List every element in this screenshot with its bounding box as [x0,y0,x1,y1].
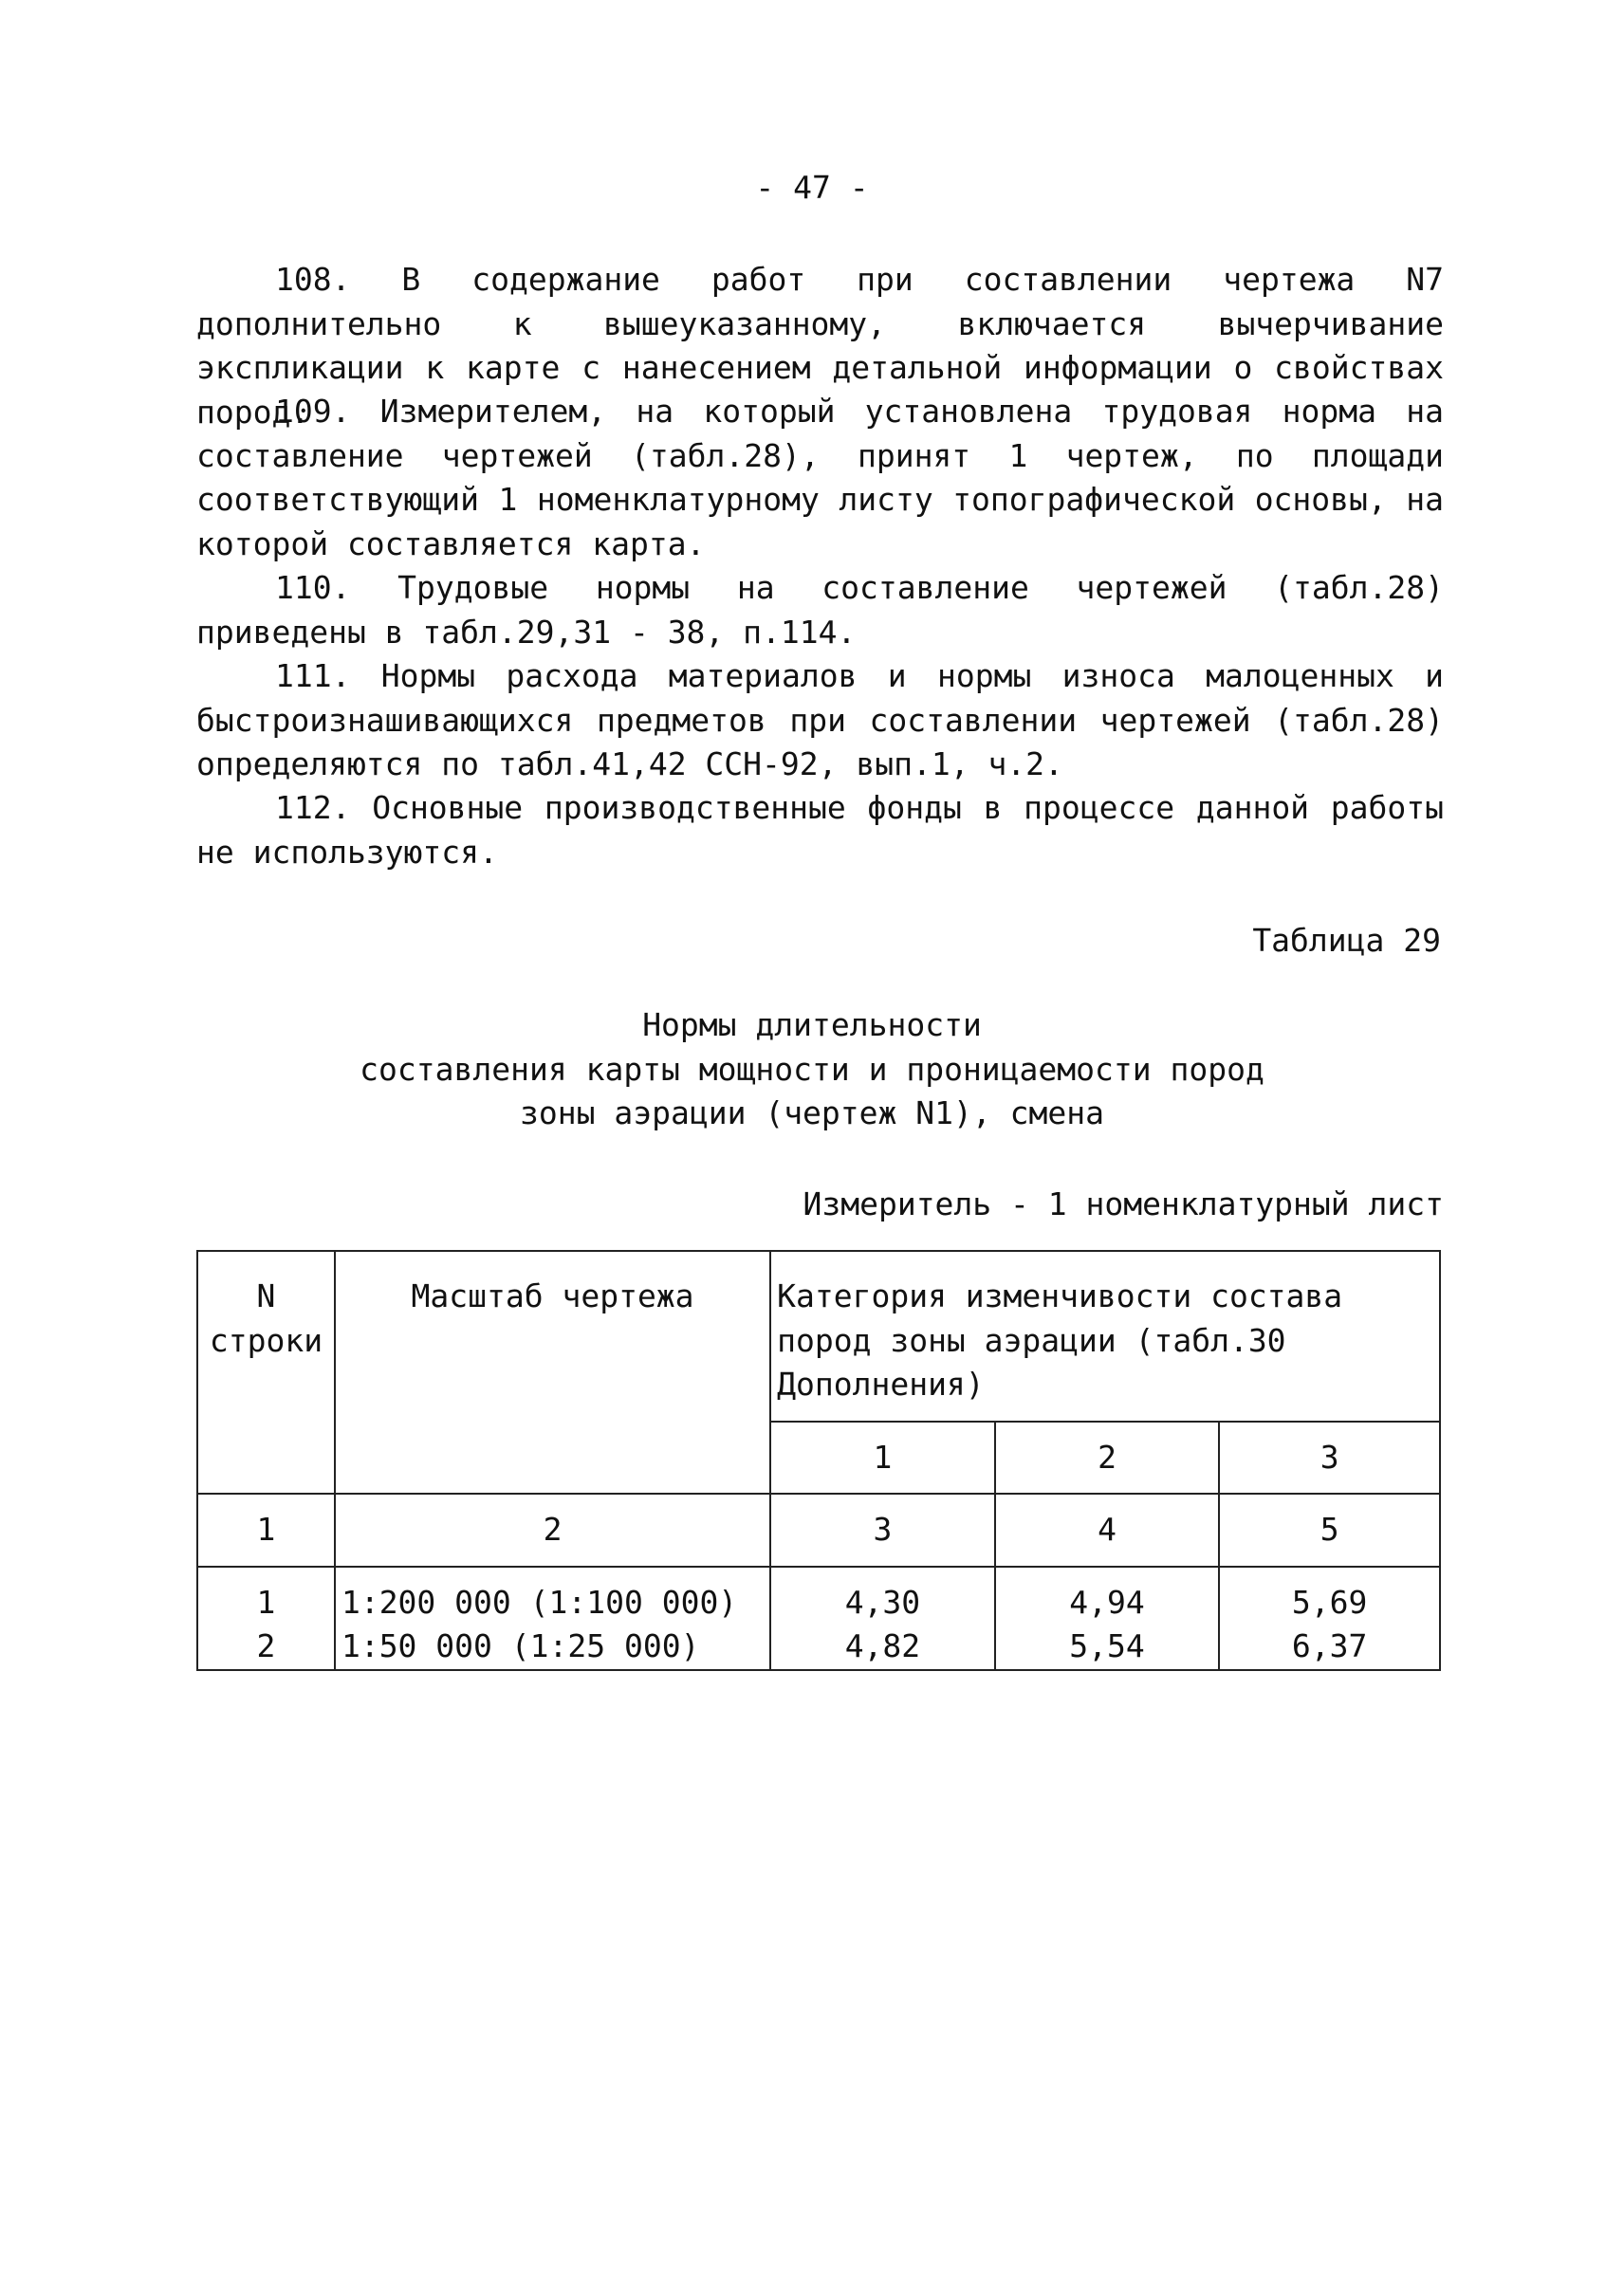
category-2: 2 [995,1422,1220,1495]
row-value: 4,94 [995,1567,1220,1626]
table-row [197,1625,1440,1670]
table-label: Таблица 29 [1252,922,1441,959]
column-number: 5 [1219,1494,1440,1567]
paragraph-109: 109. Измерителем, на который установлена трудовая норма на составление чертежей (табл.28), принят 1 чертеж, по площади соответствующий 1 номенклатурному листу топографической основы, на которой составляется карта. [196,393,1444,562]
paragraph-111: 111. Нормы расхода материалов и нормы износа малоценных и быстроизнашивающихся предметов при составлении чертежей (табл.28) определяются по табл.41,42 ССН-92, вып.1, ч.2. [196,657,1444,782]
row-number: 2 [197,1625,335,1670]
column-number: 2 [335,1494,770,1567]
row-number: 1 [197,1567,335,1626]
row-scale: 1:50 000 (1:25 000) [335,1625,770,1670]
category-3: 3 [1219,1422,1440,1495]
column-number: 3 [770,1494,995,1567]
header-category: Категория изменчивости состава пород зоны аэрации (табл.30 Дополнения) [770,1251,1440,1422]
row-scale: 1:200 000 (1:100 000) [335,1567,770,1626]
paragraph-110: 110. Трудовые нормы на составление чертежей (табл.28) приведены в табл.29,31 - 38, п.114. [196,569,1444,651]
table-title-line: Нормы длительности [642,1006,982,1043]
row-value: 4,82 [770,1625,995,1670]
category-1: 1 [770,1422,995,1495]
table-row [197,1567,1440,1626]
norms-table [196,1250,1441,1671]
column-number: 4 [995,1494,1220,1567]
table-title-line: составления карты мощности и проницаемости пород [360,1050,1264,1088]
table-title-line: зоны аэрации (чертеж N1), смена [520,1094,1104,1131]
measure-unit: Измеритель - 1 номенклатурный лист [803,1185,1444,1222]
row-value: 6,37 [1219,1625,1440,1670]
header-scale: Масштаб чертежа [335,1251,770,1494]
row-value: 4,30 [770,1567,995,1626]
row-value: 5,54 [995,1625,1220,1670]
page-number: - 47 - [755,169,869,206]
header-row-number: N строки [197,1251,335,1494]
paragraph-112: 112. Основные производственные фонды в процессе данной работы не используются. [196,789,1444,871]
row-value: 5,69 [1219,1567,1440,1626]
column-number: 1 [197,1494,335,1567]
paragraph-108: 108. В содержание работ при составлении чертежа N7 дополнительно к вышеуказанному, включается вычерчивание экспликации к карте с нанесением детальной информации о свойствах пород. [196,261,1444,431]
table-title [0,1003,1624,1136]
